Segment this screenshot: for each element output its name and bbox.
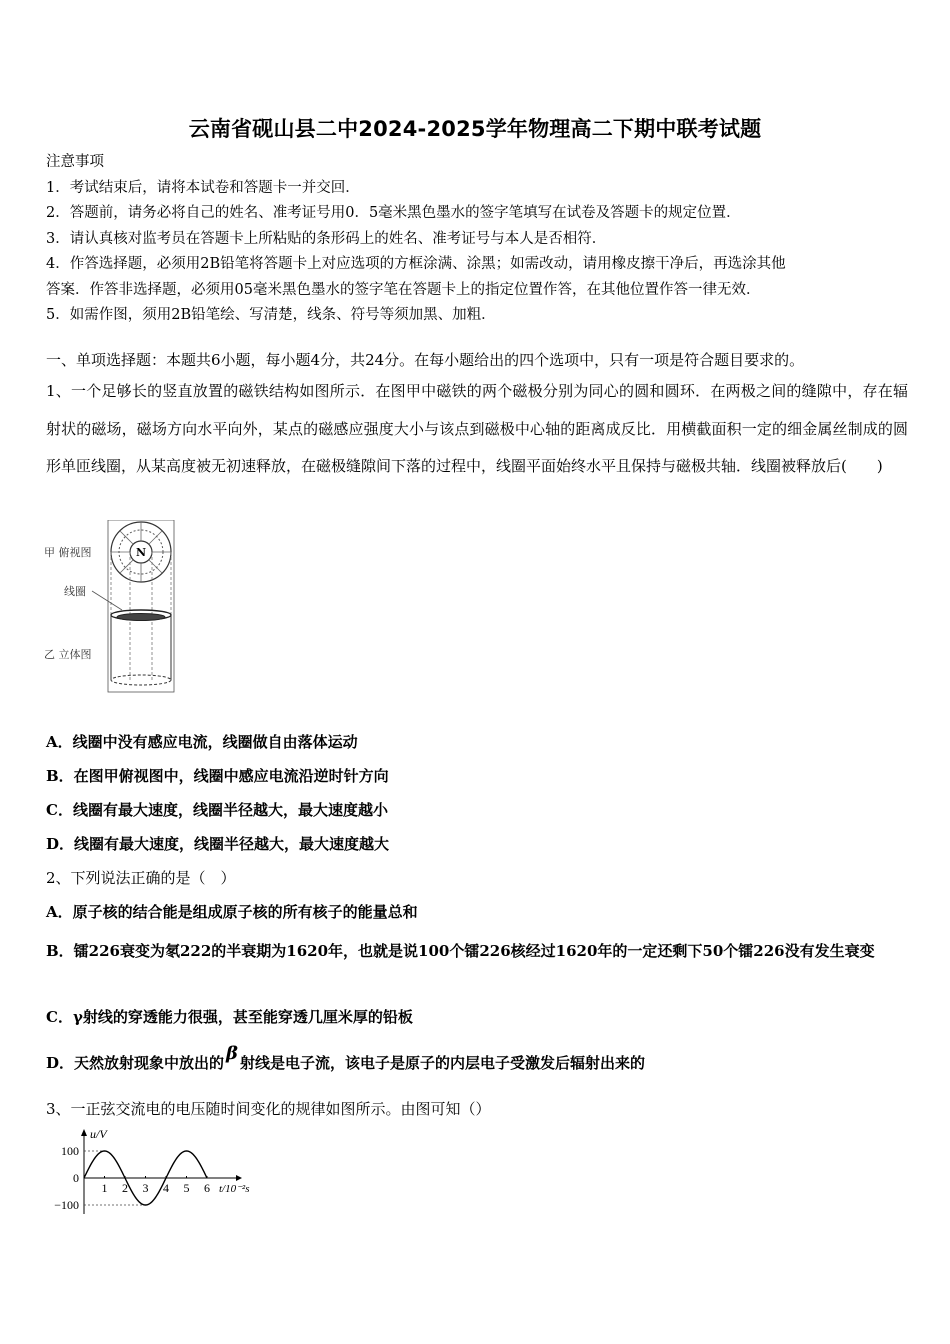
x-tick-label: 6 bbox=[204, 1181, 210, 1195]
x-tick-label: 4 bbox=[163, 1181, 169, 1195]
page-title: 云南省砚山县二中2024-2025学年物理高二下期中联考试题 bbox=[188, 117, 762, 141]
figure-label-top: 甲 俯视图 bbox=[44, 546, 92, 559]
x-axis-arrow bbox=[236, 1175, 242, 1181]
q1-option-b: B．在图甲俯视图中，线圈中感应电流沿逆时针方向 bbox=[46, 767, 389, 785]
coil-pointer bbox=[92, 591, 122, 610]
y-tick-label: 0 bbox=[73, 1171, 79, 1185]
figure-label-bottom: 乙 立体图 bbox=[44, 648, 92, 661]
note-item: 2．答题前，请务必将自己的姓名、准考证号用0．5毫米黑色墨水的签字笔填写在试卷及答题卡的规定位置． bbox=[46, 205, 741, 221]
x-axis-label: t/10⁻²s bbox=[219, 1183, 250, 1195]
beta-symbol: β bbox=[226, 1043, 238, 1064]
q2-option-d bbox=[46, 1043, 645, 1074]
q1-option-d: D．线圈有最大速度，线圈半径越大，最大速度越大 bbox=[46, 835, 390, 853]
magnet-figure bbox=[44, 520, 194, 695]
x-tick-label: 2 bbox=[122, 1181, 128, 1195]
q2-option-c: C．γ射线的穿透能力很强，甚至能穿透几厘米厚的铅板 bbox=[46, 1008, 413, 1026]
question-1-stem: 1、一个足够长的竖直放置的磁铁结构如图所示．在图甲中磁铁的两个磁极分别为同心的圆和圆环．在两极之间的缝隙中，存在辐射状的磁场，磁场方向水平向外，某点的磁感应强度大小与该点到磁极中心轴的距离成反比．用横截面积一定的细金属丝制成的圆形单匝线圈，从某高度被无初速释放，在磁极缝隙间下落的过程中，线圈平面始终水平且保持与磁极共轴．线圈被释放后( ) bbox=[46, 382, 908, 475]
y-axis-label: u/V bbox=[90, 1127, 107, 1141]
q1-option-c: C．线圈有最大速度，线圈半径越大，最大速度越小 bbox=[46, 801, 388, 819]
section-heading: 一、单项选择题：本题共6小题，每小题4分，共24分。在每小题给出的四个选项中，只有一项是符合题目要求的。 bbox=[46, 351, 805, 369]
question-2-stem: 2、下列说法正确的是（ ） bbox=[46, 869, 236, 887]
pole-label: N bbox=[136, 546, 147, 559]
q2-option-d-suffix: 射线是电子流，该电子是原子的内层电子受激发后辐射出来的 bbox=[239, 1054, 645, 1072]
q2-option-a: A．原子核的结合能是组成原子核的所有核子的能量总和 bbox=[46, 903, 418, 921]
question-3-stem: 3、一正弦交流电的电压随时间变化的规律如图所示。由图可知（） bbox=[46, 1100, 491, 1118]
notes-section bbox=[46, 150, 916, 329]
y-tick-label: 100 bbox=[61, 1144, 79, 1158]
top-view-diagram bbox=[111, 522, 171, 582]
note-item: 5．如需作图，须用2B铅笔绘、写清楚，线条、符号等须加黑、加粗． bbox=[46, 307, 496, 323]
x-tick-label: 5 bbox=[183, 1181, 190, 1195]
q2-option-b: B．镭226衰变为氡222的半衰期为1620年，也就是说100个镭226核经过1620年的一定还剩下50个镭226没有发生衰变 bbox=[46, 942, 875, 960]
note-item: 3．请认真核对监考员在答题卡上所粘贴的条形码上的姓名、准考证号与本人是否相符． bbox=[46, 230, 607, 247]
y-axis-arrow bbox=[81, 1129, 87, 1136]
note-item: 1．考试结束后，请将本试卷和答题卡一并交回． bbox=[46, 179, 360, 196]
notes-heading: 注意事项 bbox=[46, 154, 104, 170]
figure-label-coil: 线圈 bbox=[64, 585, 86, 598]
chart-axes bbox=[81, 1129, 242, 1214]
x-tick-label: 3 bbox=[142, 1181, 149, 1195]
q1-option-a: A．线圈中没有感应电流，线圈做自由落体运动 bbox=[46, 733, 358, 751]
voltage-chart bbox=[44, 1126, 274, 1218]
q2-option-d-prefix: D．天然放射现象中放出的 bbox=[46, 1054, 225, 1072]
note-item: 答案．作答非选择题，必须用05毫米黑色墨水的签字笔在答题卡上的指定位置作答，在其他位置作答一律无效． bbox=[46, 281, 761, 298]
note-item: 4．作答选择题，必须用2B铅笔将答题卡上对应选项的方框涂满、涂黑；如需改动，请用橡皮擦干净后，再选涂其他 bbox=[46, 256, 786, 272]
y-tick-label: −100 bbox=[54, 1198, 79, 1212]
x-tick-label: 1 bbox=[101, 1181, 108, 1195]
